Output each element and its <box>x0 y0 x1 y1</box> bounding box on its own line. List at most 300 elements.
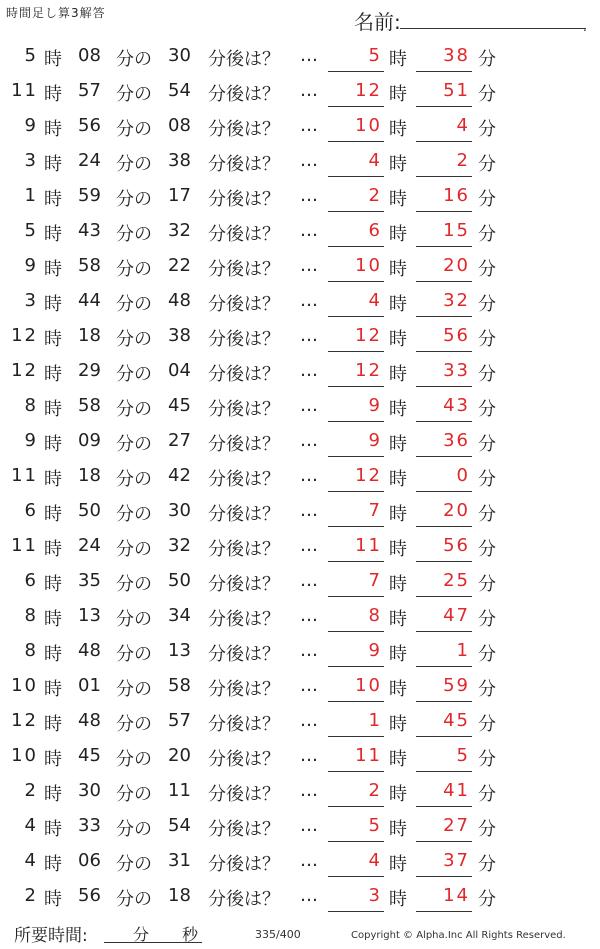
answer-hour-label: 時 <box>389 609 407 630</box>
answer-minute: 27 <box>443 815 470 836</box>
worksheet-title: 時間足し算3解答 <box>6 6 106 20</box>
minute-of-label: 分の <box>116 469 152 490</box>
answer-minute-line[interactable] <box>416 281 472 282</box>
after-label: 分後は？ <box>208 749 280 770</box>
name-line-dot: . <box>583 20 587 34</box>
problem-row <box>0 285 600 320</box>
start-hour: 9 <box>24 430 38 451</box>
answer-hour-label: 時 <box>389 329 407 350</box>
footer <box>0 918 600 949</box>
answer-minute-label: 分 <box>478 84 496 105</box>
added-minutes: 20 <box>168 745 191 766</box>
answer-minute-line[interactable] <box>416 806 472 807</box>
ellipsis: … <box>300 815 318 836</box>
ellipsis: … <box>300 220 318 241</box>
start-minute: 13 <box>78 605 101 626</box>
answer-minute-line[interactable] <box>416 666 472 667</box>
after-label: 分後は？ <box>208 119 280 140</box>
problem-row <box>0 775 600 810</box>
minute-of-label: 分の <box>116 329 152 350</box>
added-minutes: 57 <box>168 710 191 731</box>
after-label: 分後は？ <box>208 854 280 875</box>
answer-hour-line[interactable] <box>328 491 384 492</box>
hour-label: 時 <box>44 784 62 805</box>
start-hour: 6 <box>24 500 38 521</box>
start-minute: 33 <box>78 815 101 836</box>
ellipsis: … <box>300 430 318 451</box>
problem-row <box>0 530 600 565</box>
minute-of-label: 分の <box>116 224 152 245</box>
answer-minute: 59 <box>443 675 470 696</box>
answer-hour-line[interactable] <box>328 911 384 912</box>
answer-minute-label: 分 <box>478 679 496 700</box>
after-label: 分後は？ <box>208 819 280 840</box>
ellipsis: … <box>300 745 318 766</box>
answer-minute-line[interactable] <box>416 176 472 177</box>
minute-of-label: 分の <box>116 84 152 105</box>
start-hour: 11 <box>11 535 38 556</box>
after-label: 分後は？ <box>208 539 280 560</box>
minute-of-label: 分の <box>116 574 152 595</box>
answer-hour-line[interactable] <box>328 876 384 877</box>
answer-hour: 11 <box>355 745 382 766</box>
answer-minute: 56 <box>443 325 470 346</box>
ellipsis: … <box>300 115 318 136</box>
ellipsis: … <box>300 675 318 696</box>
problem-row <box>0 810 600 845</box>
answer-minute: 32 <box>443 290 470 311</box>
problem-row <box>0 145 600 180</box>
after-label: 分後は？ <box>208 189 280 210</box>
start-minute: 44 <box>78 290 101 311</box>
answer-hour-label: 時 <box>389 574 407 595</box>
after-label: 分後は？ <box>208 469 280 490</box>
answer-hour-label: 時 <box>389 364 407 385</box>
hour-label: 時 <box>44 364 62 385</box>
start-hour: 12 <box>11 710 38 731</box>
answer-hour-line[interactable] <box>328 106 384 107</box>
added-minutes: 22 <box>168 255 191 276</box>
answer-minute-line[interactable] <box>416 631 472 632</box>
after-label: 分後は？ <box>208 294 280 315</box>
answer-minute-label: 分 <box>478 504 496 525</box>
after-label: 分後は？ <box>208 84 280 105</box>
answer-minute-line[interactable] <box>416 211 472 212</box>
hour-label: 時 <box>44 469 62 490</box>
ellipsis: … <box>300 45 318 66</box>
answer-minute-line[interactable] <box>416 351 472 352</box>
answer-minute-line[interactable] <box>416 71 472 72</box>
problem-row <box>0 705 600 740</box>
problem-row <box>0 460 600 495</box>
minute-of-label: 分の <box>116 119 152 140</box>
added-minutes: 42 <box>168 465 191 486</box>
hour-label: 時 <box>44 854 62 875</box>
start-minute: 48 <box>78 710 101 731</box>
after-label: 分後は？ <box>208 364 280 385</box>
answer-minute-label: 分 <box>478 889 496 910</box>
answer-hour: 12 <box>355 325 382 346</box>
answer-minute: 47 <box>443 605 470 626</box>
answer-hour: 10 <box>355 115 382 136</box>
hour-label: 時 <box>44 259 62 280</box>
start-minute: 58 <box>78 395 101 416</box>
start-hour: 5 <box>24 45 38 66</box>
start-hour: 8 <box>24 640 38 661</box>
start-minute: 18 <box>78 325 101 346</box>
answer-minute-label: 分 <box>478 819 496 840</box>
after-label: 分後は？ <box>208 644 280 665</box>
required-time-minute-unit: 分 <box>133 925 150 944</box>
problem-row <box>0 425 600 460</box>
answer-minute-line[interactable] <box>416 736 472 737</box>
answer-minute-label: 分 <box>478 714 496 735</box>
answer-minute: 2 <box>456 150 470 171</box>
answer-hour-line[interactable] <box>328 71 384 72</box>
start-minute: 59 <box>78 185 101 206</box>
after-label: 分後は？ <box>208 679 280 700</box>
name-field-line[interactable] <box>400 28 586 29</box>
answer-hour-line[interactable] <box>328 316 384 317</box>
hour-label: 時 <box>44 154 62 175</box>
answer-hour: 3 <box>368 885 382 906</box>
answer-minute: 4 <box>456 115 470 136</box>
minute-of-label: 分の <box>116 189 152 210</box>
start-hour: 2 <box>24 885 38 906</box>
start-minute: 45 <box>78 745 101 766</box>
answer-minute: 5 <box>456 745 470 766</box>
after-label: 分後は？ <box>208 889 280 910</box>
start-hour: 12 <box>11 325 38 346</box>
start-minute: 24 <box>78 535 101 556</box>
minute-of-label: 分の <box>116 434 152 455</box>
answer-minute-label: 分 <box>478 644 496 665</box>
answer-hour-line[interactable] <box>328 351 384 352</box>
after-label: 分後は？ <box>208 504 280 525</box>
answer-minute-line[interactable] <box>416 876 472 877</box>
answer-minute-line[interactable] <box>416 561 472 562</box>
answer-hour-line[interactable] <box>328 456 384 457</box>
ellipsis: … <box>300 395 318 416</box>
hour-label: 時 <box>44 224 62 245</box>
answer-minute: 20 <box>443 500 470 521</box>
after-label: 分後は？ <box>208 714 280 735</box>
ellipsis: … <box>300 535 318 556</box>
answer-hour-label: 時 <box>389 154 407 175</box>
added-minutes: 13 <box>168 640 191 661</box>
answer-hour: 5 <box>368 45 382 66</box>
required-time-second-unit: 秒 <box>182 925 199 944</box>
answer-hour-line[interactable] <box>328 841 384 842</box>
added-minutes: 38 <box>168 325 191 346</box>
answer-minute-line[interactable] <box>416 456 472 457</box>
hour-label: 時 <box>44 504 62 525</box>
minute-of-label: 分の <box>116 749 152 770</box>
answer-minute-label: 分 <box>478 224 496 245</box>
ellipsis: … <box>300 605 318 626</box>
hour-label: 時 <box>44 679 62 700</box>
problem-row <box>0 600 600 635</box>
answer-hour: 2 <box>368 780 382 801</box>
answer-minute: 15 <box>443 220 470 241</box>
start-hour: 5 <box>24 220 38 241</box>
answer-hour-line[interactable] <box>328 141 384 142</box>
ellipsis: … <box>300 80 318 101</box>
problem-row <box>0 670 600 705</box>
answer-hour: 12 <box>355 360 382 381</box>
start-minute: 58 <box>78 255 101 276</box>
answer-minute-label: 分 <box>478 784 496 805</box>
added-minutes: 54 <box>168 815 191 836</box>
answer-hour: 10 <box>355 255 382 276</box>
answer-minute-line[interactable] <box>416 596 472 597</box>
answer-minute-line[interactable] <box>416 246 472 247</box>
answer-minute: 56 <box>443 535 470 556</box>
minute-of-label: 分の <box>116 609 152 630</box>
answer-minute-line[interactable] <box>416 141 472 142</box>
answer-minute-line[interactable] <box>416 841 472 842</box>
copyright-notice: Copyright © Alpha.Inc All Rights Reserved. <box>351 930 566 941</box>
answer-hour-label: 時 <box>389 224 407 245</box>
answer-hour-label: 時 <box>389 749 407 770</box>
answer-hour-line[interactable] <box>328 666 384 667</box>
answer-minute: 45 <box>443 710 470 731</box>
minute-of-label: 分の <box>116 784 152 805</box>
minute-of-label: 分の <box>116 259 152 280</box>
answer-hour-line[interactable] <box>328 176 384 177</box>
answer-hour: 12 <box>355 465 382 486</box>
added-minutes: 31 <box>168 850 191 871</box>
after-label: 分後は？ <box>208 434 280 455</box>
answer-hour: 2 <box>368 185 382 206</box>
ellipsis: … <box>300 710 318 731</box>
start-minute: 48 <box>78 640 101 661</box>
answer-minute-line[interactable] <box>416 701 472 702</box>
after-label: 分後は？ <box>208 224 280 245</box>
answer-hour: 4 <box>368 290 382 311</box>
after-label: 分後は？ <box>208 329 280 350</box>
answer-hour-line[interactable] <box>328 806 384 807</box>
answer-hour-line[interactable] <box>328 421 384 422</box>
added-minutes: 45 <box>168 395 191 416</box>
answer-minute-label: 分 <box>478 434 496 455</box>
added-minutes: 38 <box>168 150 191 171</box>
answer-minute-label: 分 <box>478 259 496 280</box>
answer-minute-line[interactable] <box>416 421 472 422</box>
answer-minute: 43 <box>443 395 470 416</box>
answer-hour-label: 時 <box>389 889 407 910</box>
hour-label: 時 <box>44 574 62 595</box>
added-minutes: 48 <box>168 290 191 311</box>
start-hour: 10 <box>11 675 38 696</box>
hour-label: 時 <box>44 609 62 630</box>
start-minute: 18 <box>78 465 101 486</box>
answer-hour-label: 時 <box>389 294 407 315</box>
ellipsis: … <box>300 500 318 521</box>
answer-hour-label: 時 <box>389 49 407 70</box>
ellipsis: … <box>300 885 318 906</box>
start-minute: 56 <box>78 115 101 136</box>
answer-hour-line[interactable] <box>328 596 384 597</box>
answer-hour: 4 <box>368 150 382 171</box>
minute-of-label: 分の <box>116 889 152 910</box>
answer-hour-label: 時 <box>389 539 407 560</box>
answer-hour-line[interactable] <box>328 771 384 772</box>
answer-minute-line[interactable] <box>416 771 472 772</box>
answer-minute-line[interactable] <box>416 386 472 387</box>
answer-minute: 14 <box>443 885 470 906</box>
hour-label: 時 <box>44 749 62 770</box>
added-minutes: 58 <box>168 675 191 696</box>
ellipsis: … <box>300 185 318 206</box>
answer-hour-label: 時 <box>389 679 407 700</box>
after-label: 分後は？ <box>208 399 280 420</box>
answer-hour-line[interactable] <box>328 211 384 212</box>
answer-hour-label: 時 <box>389 189 407 210</box>
answer-hour: 4 <box>368 850 382 871</box>
start-minute: 06 <box>78 850 101 871</box>
hour-label: 時 <box>44 714 62 735</box>
problem-row <box>0 40 600 75</box>
minute-of-label: 分の <box>116 819 152 840</box>
answer-hour-label: 時 <box>389 644 407 665</box>
answer-hour-line[interactable] <box>328 246 384 247</box>
start-minute: 09 <box>78 430 101 451</box>
answer-minute-label: 分 <box>478 154 496 175</box>
answer-minute-label: 分 <box>478 469 496 490</box>
added-minutes: 18 <box>168 885 191 906</box>
ellipsis: … <box>300 290 318 311</box>
answer-minute-label: 分 <box>478 119 496 140</box>
minute-of-label: 分の <box>116 854 152 875</box>
answer-hour: 10 <box>355 675 382 696</box>
start-hour: 2 <box>24 780 38 801</box>
hour-label: 時 <box>44 119 62 140</box>
required-time-label: 所要時間: <box>14 926 88 946</box>
answer-minute-line[interactable] <box>416 911 472 912</box>
answer-hour-line[interactable] <box>328 701 384 702</box>
answer-minute-label: 分 <box>478 189 496 210</box>
added-minutes: 32 <box>168 220 191 241</box>
hour-label: 時 <box>44 819 62 840</box>
problem-row <box>0 845 600 880</box>
minute-of-label: 分の <box>116 154 152 175</box>
minute-of-label: 分の <box>116 364 152 385</box>
added-minutes: 50 <box>168 570 191 591</box>
start-hour: 8 <box>24 395 38 416</box>
answer-hour: 9 <box>368 640 382 661</box>
start-minute: 56 <box>78 885 101 906</box>
answer-minute: 16 <box>443 185 470 206</box>
added-minutes: 17 <box>168 185 191 206</box>
start-hour: 11 <box>11 80 38 101</box>
answer-minute-label: 分 <box>478 574 496 595</box>
answer-hour-label: 時 <box>389 854 407 875</box>
ellipsis: … <box>300 325 318 346</box>
answer-hour-label: 時 <box>389 469 407 490</box>
answer-hour-line[interactable] <box>328 631 384 632</box>
problem-row <box>0 355 600 390</box>
answer-hour-line[interactable] <box>328 386 384 387</box>
hour-label: 時 <box>44 329 62 350</box>
start-minute: 43 <box>78 220 101 241</box>
answer-hour-line[interactable] <box>328 526 384 527</box>
answer-hour: 9 <box>368 395 382 416</box>
added-minutes: 04 <box>168 360 191 381</box>
answer-hour: 8 <box>368 605 382 626</box>
answer-minute: 1 <box>456 640 470 661</box>
minute-of-label: 分の <box>116 49 152 70</box>
ellipsis: … <box>300 465 318 486</box>
answer-minute: 36 <box>443 430 470 451</box>
after-label: 分後は？ <box>208 609 280 630</box>
answer-minute-label: 分 <box>478 749 496 770</box>
problem-row <box>0 390 600 425</box>
added-minutes: 30 <box>168 500 191 521</box>
answer-minute-label: 分 <box>478 294 496 315</box>
answer-minute-label: 分 <box>478 609 496 630</box>
problem-row <box>0 740 600 775</box>
problem-row <box>0 635 600 670</box>
answer-minute-label: 分 <box>478 854 496 875</box>
answer-minute-line[interactable] <box>416 526 472 527</box>
hour-label: 時 <box>44 189 62 210</box>
start-hour: 1 <box>24 185 38 206</box>
answer-minute-line[interactable] <box>416 106 472 107</box>
start-minute: 29 <box>78 360 101 381</box>
minute-of-label: 分の <box>116 644 152 665</box>
answer-minute-line[interactable] <box>416 491 472 492</box>
start-hour: 6 <box>24 570 38 591</box>
start-hour: 9 <box>24 255 38 276</box>
answer-hour-line[interactable] <box>328 561 384 562</box>
answer-minute: 38 <box>443 45 470 66</box>
after-label: 分後は？ <box>208 784 280 805</box>
start-minute: 35 <box>78 570 101 591</box>
added-minutes: 30 <box>168 45 191 66</box>
answer-minute-label: 分 <box>478 364 496 385</box>
answer-minute: 37 <box>443 850 470 871</box>
minute-of-label: 分の <box>116 539 152 560</box>
answer-hour-line[interactable] <box>328 281 384 282</box>
added-minutes: 27 <box>168 430 191 451</box>
start-hour: 3 <box>24 150 38 171</box>
answer-hour: 7 <box>368 570 382 591</box>
problem-row <box>0 565 600 600</box>
ellipsis: … <box>300 640 318 661</box>
start-hour: 4 <box>24 815 38 836</box>
answer-hour-label: 時 <box>389 119 407 140</box>
start-hour: 10 <box>11 745 38 766</box>
answer-hour-label: 時 <box>389 819 407 840</box>
answer-minute-line[interactable] <box>416 316 472 317</box>
answer-hour-line[interactable] <box>328 736 384 737</box>
answer-hour-label: 時 <box>389 259 407 280</box>
answer-minute-label: 分 <box>478 329 496 350</box>
ellipsis: … <box>300 780 318 801</box>
after-label: 分後は？ <box>208 574 280 595</box>
start-hour: 9 <box>24 115 38 136</box>
added-minutes: 34 <box>168 605 191 626</box>
answer-hour-label: 時 <box>389 504 407 525</box>
answer-hour-label: 時 <box>389 399 407 420</box>
minute-of-label: 分の <box>116 714 152 735</box>
hour-label: 時 <box>44 84 62 105</box>
problem-row <box>0 180 600 215</box>
ellipsis: … <box>300 570 318 591</box>
answer-hour: 6 <box>368 220 382 241</box>
start-minute: 50 <box>78 500 101 521</box>
